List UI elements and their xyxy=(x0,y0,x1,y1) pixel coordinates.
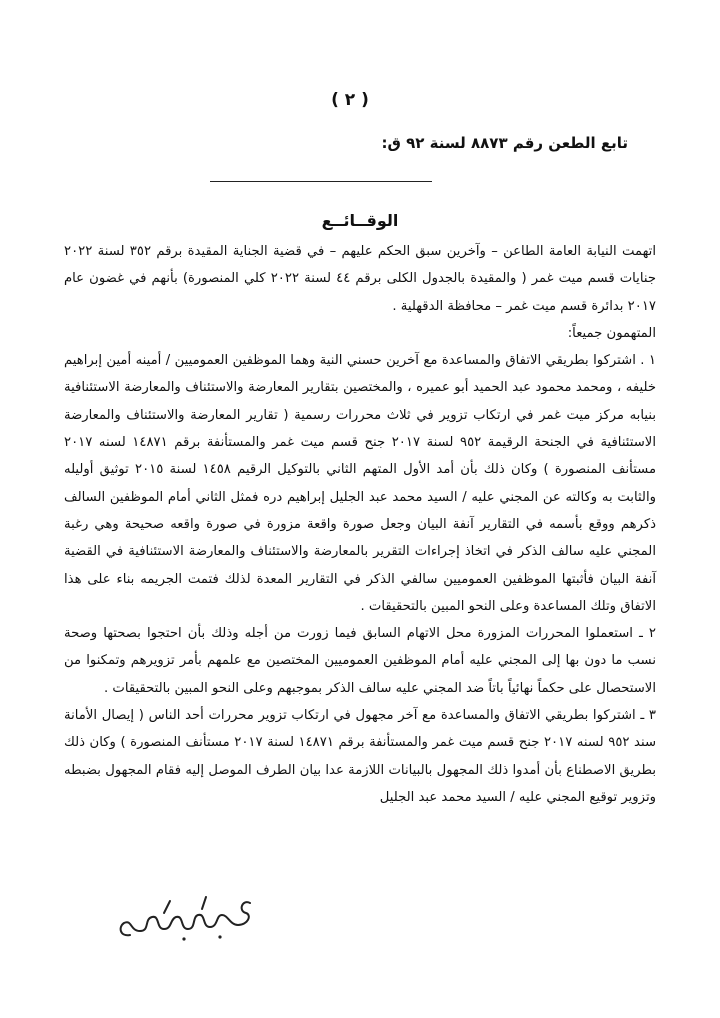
paragraph-charge-3: ٣ ـ اشتركوا بطريقي الاتفاق والمساعدة مع آخر مجهول في ارتكاب تزوير محررات أحد الناس ( إيصال الأمانة سند ٩٥٢ لسنه ٢٠١٧ جنح قسم ميت غمر والمستأنفة برقم ١٤٨٧١ لسنة ٢٠١٧ مستأنف المنصورة ) وكان ذلك بطريق الاصطناع بأن أمدوا ذلك المجهول بالبيانات اللازمة عدا بيان الطرف الموصل إليه فقام المجهول بضبطه وتزوير توقيع المجني عليه / السيد محمد عبد الجليل xyxy=(64,708,657,805)
section-title: الوقــائــع xyxy=(321,211,399,230)
paragraph-charge-1: ١ . اشتركوا بطريقي الاتفاق والمساعدة مع آخرين حسني النية وهما الموظفين العموميين / أمينه أمين إبراهيم خليفه ، ومحمد محمود عبد الحميد أبو عميره ، والمختصين بتقارير المعارضة والاستئناف والمعارضة الاستئنافية بنيابه مركز ميت غمر في ارتكاب تزوير في ثلاث محررات رسمية ( تقارير المعارضة والاستئناف والمعارضة الاستئنافية في الجنحة الرقيمة ٩٥٢ لسنة ٢٠١٧ جنح قسم ميت غمر والمستأنفة برقم ١٤٨٧١ لسنه ٢٠١٧ مستأنف المنصورة ) وكان ذلك بأن أمد الأول المتهم الثاني بالتوكيل الرقيم ١٤٥٨ لسنة ٢٠١٥ توثيق أوليله والثابت به وكالته عن المجني عليه / السيد محمد عبد الجليل إبراهيم دره فمثل الثاني أمام الموظفين السالف ذكرهم ووقع بأسمه في التقارير آنفة البيان وجعل صورة واقعة مزورة في صورة واقعه صحيحة وهي رغبة المجني عليه سالف الذكر في اتخاذ إجراءات التقرير بالمعارضة والاستئناف والمعارضة الاستئنافية في القضية آنفة البيان فأثبتها الموظفين العموميين سالفي الذكر في التقارير المعدة لذلك فتمت الجريمه بناء على هذا الاتفاق وتلك المساعدة وعلى النحو المبين بالتحقيقات . xyxy=(64,353,657,614)
document-body xyxy=(64,238,656,811)
paragraph-charge-2: ٢ ـ استعملوا المحررات المزورة محل الاتهام السابق فيما زورت من أجله وذلك بأن احتجوا بصحتها وصحة نسب ما دون بها إلى المجني عليه أمام الموظفين العموميين المختصين مع علمهم بأمر تزويرهم وتمكنوا من الاستحصال على حكماً نهائياً باتاً ضد المجني عليه سالف الذكر بموجبهم وعلى النحو المبين بالتحقيقات . xyxy=(64,626,656,696)
continuation-header: تابع الطعن رقم ٨٨٧٣ لسنة ٩٢ ق: xyxy=(381,134,628,152)
handwritten-signature xyxy=(110,885,260,945)
paragraph-defendants: المتهمون جميعاً: xyxy=(567,325,656,341)
header-divider xyxy=(210,181,432,182)
page-number: ( ٢ ) xyxy=(331,90,369,110)
paragraph-intro: اتهمت النيابة العامة الطاعن – وآخرين سبق الحكم عليهم – في قضية الجناية المقيدة برقم ٣٥٢ لسنة ٢٠٢٢ جنايات قسم ميت غمر ( والمقيدة بالجدول الكلى برقم ٤٤ لسنة ٢٠٢٢ كلي المنصورة) بأنهم في غضون عام ٢٠١٧ بدائرة قسم ميت غمر – محافظة الدقهلية . xyxy=(64,244,657,314)
